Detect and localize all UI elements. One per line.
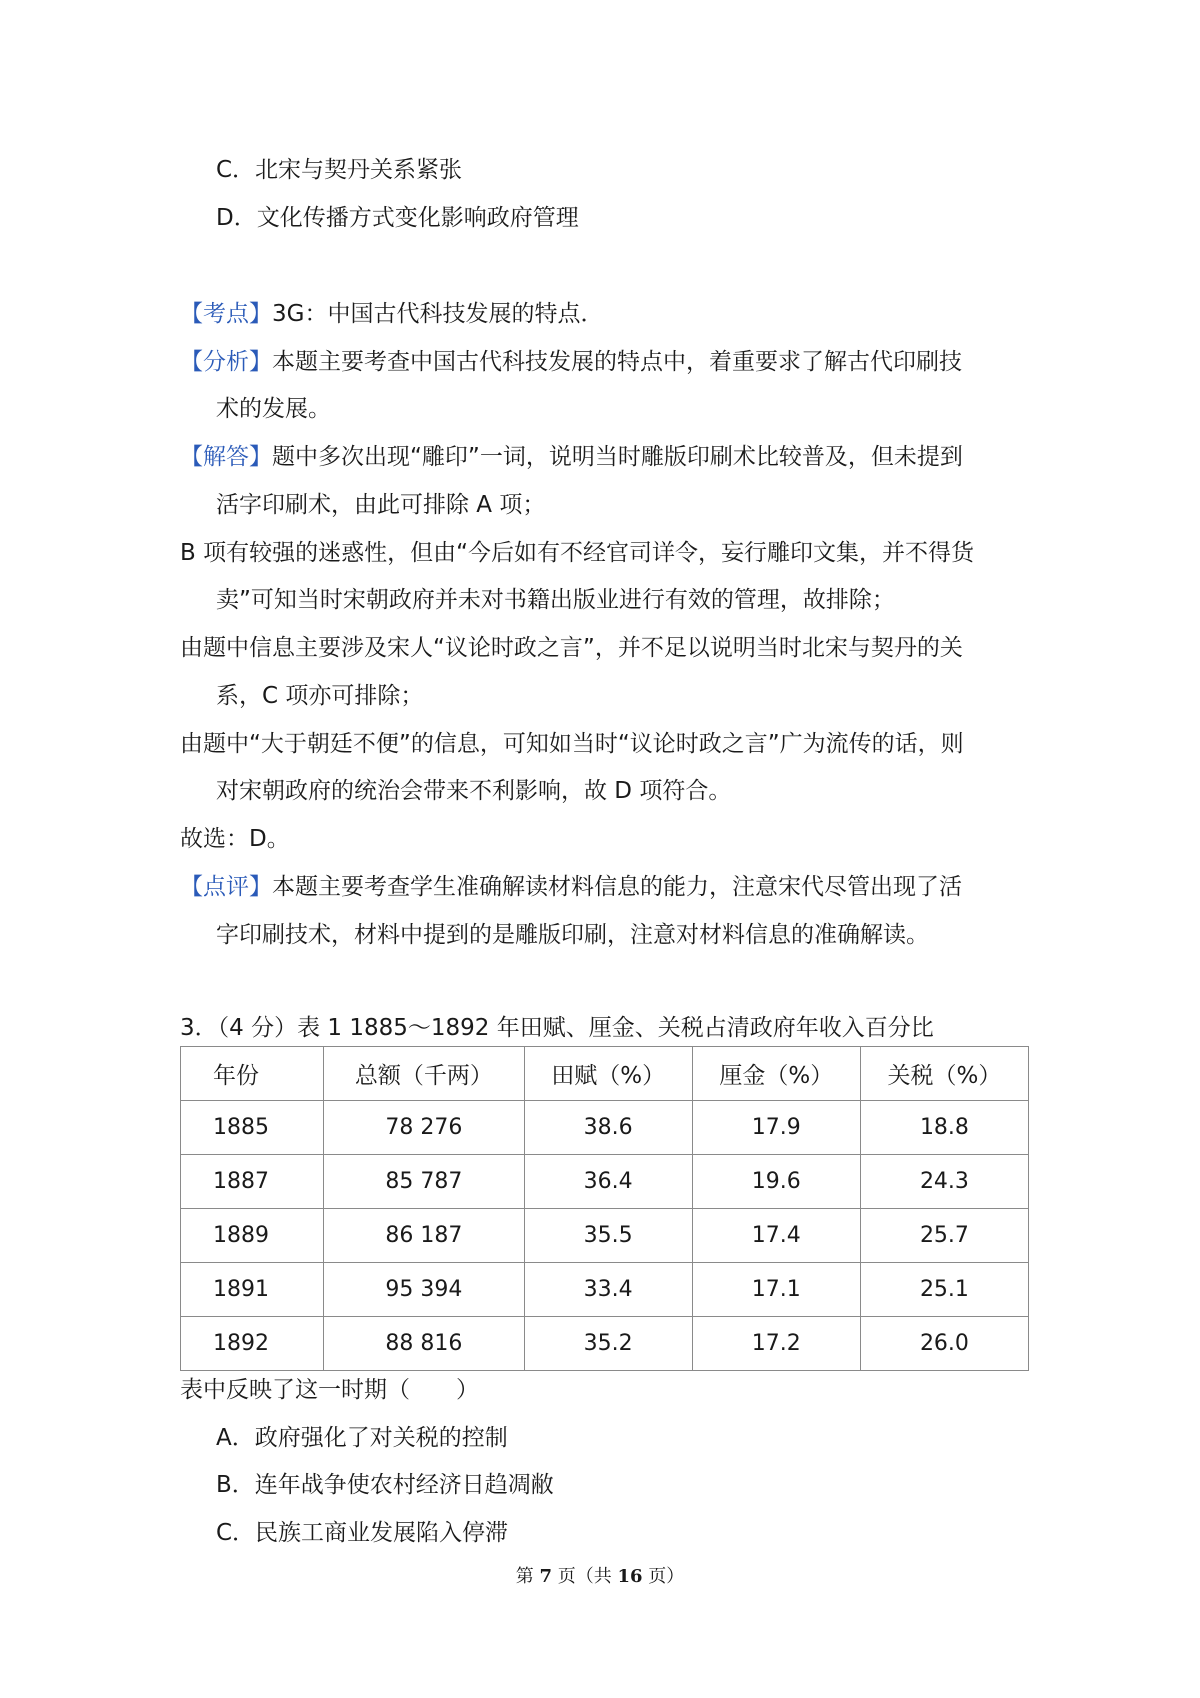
kaodian-line [180, 298, 603, 330]
jieda-line [180, 441, 963, 473]
table-cell: 35.2 [524, 1317, 692, 1371]
kaodian-tag: 【考点】 [180, 301, 272, 327]
jieda-text-2: 活字印刷术，由此可排除 A 项； [216, 492, 546, 518]
table-cell: 88 816 [324, 1317, 524, 1371]
table-row [181, 1155, 1029, 1209]
d-explain-1: 由题中“大于朝廷不便”的信息，可知如当时“议论时政之言”广为流传的话，则 [180, 731, 964, 757]
table-cell: 17.1 [692, 1263, 860, 1317]
option-b: B．连年战争使农村经济日趋凋敝 [216, 1472, 554, 1498]
option-c: C．民族工商业发展陷入停滞 [216, 1520, 509, 1546]
table-cell: 33.4 [524, 1263, 692, 1317]
table-header-cell: 关税（%） [860, 1047, 1028, 1101]
table-cell: 25.7 [860, 1209, 1028, 1263]
fenxi-tag: 【分析】 [180, 349, 272, 375]
dianping-tag: 【点评】 [180, 874, 272, 900]
table-cell: 17.9 [692, 1101, 860, 1155]
table-cell: 78 276 [324, 1101, 524, 1155]
table-row [181, 1263, 1029, 1317]
option-d-prev: D．文化传播方式变化影响政府管理 [216, 205, 579, 231]
footer-middle: 页（共 [552, 1566, 618, 1587]
fenxi-text-2: 术的发展。 [216, 396, 331, 422]
kaodian-text: 3G：中国古代科技发展的特点． [272, 301, 604, 327]
page-footer [0, 1562, 1200, 1588]
b-explain-1: B 项有较强的迷惑性，但由“今后如有不经官司详令，妄行雕印文集，并不得货 [180, 540, 975, 566]
table-cell: 24.3 [860, 1155, 1028, 1209]
table-cell: 35.5 [524, 1209, 692, 1263]
table-cell: 85 787 [324, 1155, 524, 1209]
table-cell: 38.6 [524, 1101, 692, 1155]
jieda-tag: 【解答】 [180, 444, 272, 470]
table-cell: 25.1 [860, 1263, 1028, 1317]
page-total: 16 [617, 1566, 643, 1587]
table-cell: 19.6 [692, 1155, 860, 1209]
b-explain-2: 卖”可知当时宋朝政府并未对书籍出版业进行有效的管理，故排除； [216, 587, 895, 613]
answer-line: 故选：D。 [180, 826, 290, 852]
footer-suffix: 页） [642, 1566, 685, 1587]
table-cell: 36.4 [524, 1155, 692, 1209]
table-header-row [181, 1047, 1029, 1101]
table-header-cell: 厘金（%） [692, 1047, 860, 1101]
table-header-cell: 年份 [181, 1047, 324, 1101]
table-cell: 86 187 [324, 1209, 524, 1263]
d-explain-2: 对宋朝政府的统治会带来不利影响，故 D 项符合。 [216, 778, 732, 804]
footer-prefix: 第 [515, 1566, 540, 1587]
c-explain-2: 系，C 项亦可排除； [216, 683, 424, 709]
dianping-text-2: 字印刷技术，材料中提到的是雕版印刷，注意对材料信息的准确解读。 [216, 922, 929, 948]
table-cell: 95 394 [324, 1263, 524, 1317]
question-3-title: 3．（4 分）表 1 1885～1892 年田赋、厘金、关税占清政府年收入百分比 [180, 1015, 934, 1041]
revenue-table [180, 1046, 1029, 1371]
table-cell: 26.0 [860, 1317, 1028, 1371]
fenxi-text-1: 本题主要考查中国古代科技发展的特点中，着重要求了解古代印刷技 [272, 349, 962, 375]
table-cell: 1892 [181, 1317, 324, 1371]
option-a: A．政府强化了对关税的控制 [216, 1425, 508, 1451]
dianping-text-1: 本题主要考查学生准确解读材料信息的能力，注意宋代尽管出现了活 [272, 874, 962, 900]
table-cell: 1891 [181, 1263, 324, 1317]
table-cell: 1889 [181, 1209, 324, 1263]
table-cell: 17.4 [692, 1209, 860, 1263]
c-explain-1: 由题中信息主要涉及宋人“议论时政之言”，并不足以说明当时北宋与契丹的关 [180, 635, 963, 661]
table-row [181, 1209, 1029, 1263]
table-cell: 1885 [181, 1101, 324, 1155]
table-header-cell: 田赋（%） [524, 1047, 692, 1101]
fenxi-line [180, 346, 962, 378]
table-cell: 18.8 [860, 1101, 1028, 1155]
jieda-text-1: 题中多次出现“雕印”一词，说明当时雕版印刷术比较普及，但未提到 [272, 444, 963, 470]
dianping-line [180, 871, 962, 903]
table-cell: 17.2 [692, 1317, 860, 1371]
table-row [181, 1101, 1029, 1155]
option-c-prev: C．北宋与契丹关系紧张 [216, 157, 463, 183]
table-cell: 1887 [181, 1155, 324, 1209]
table-row [181, 1317, 1029, 1371]
table-header-cell: 总额（千两） [324, 1047, 524, 1101]
page-number: 7 [539, 1566, 552, 1587]
question-3-stem: 表中反映了这一时期（ ） [180, 1377, 479, 1403]
